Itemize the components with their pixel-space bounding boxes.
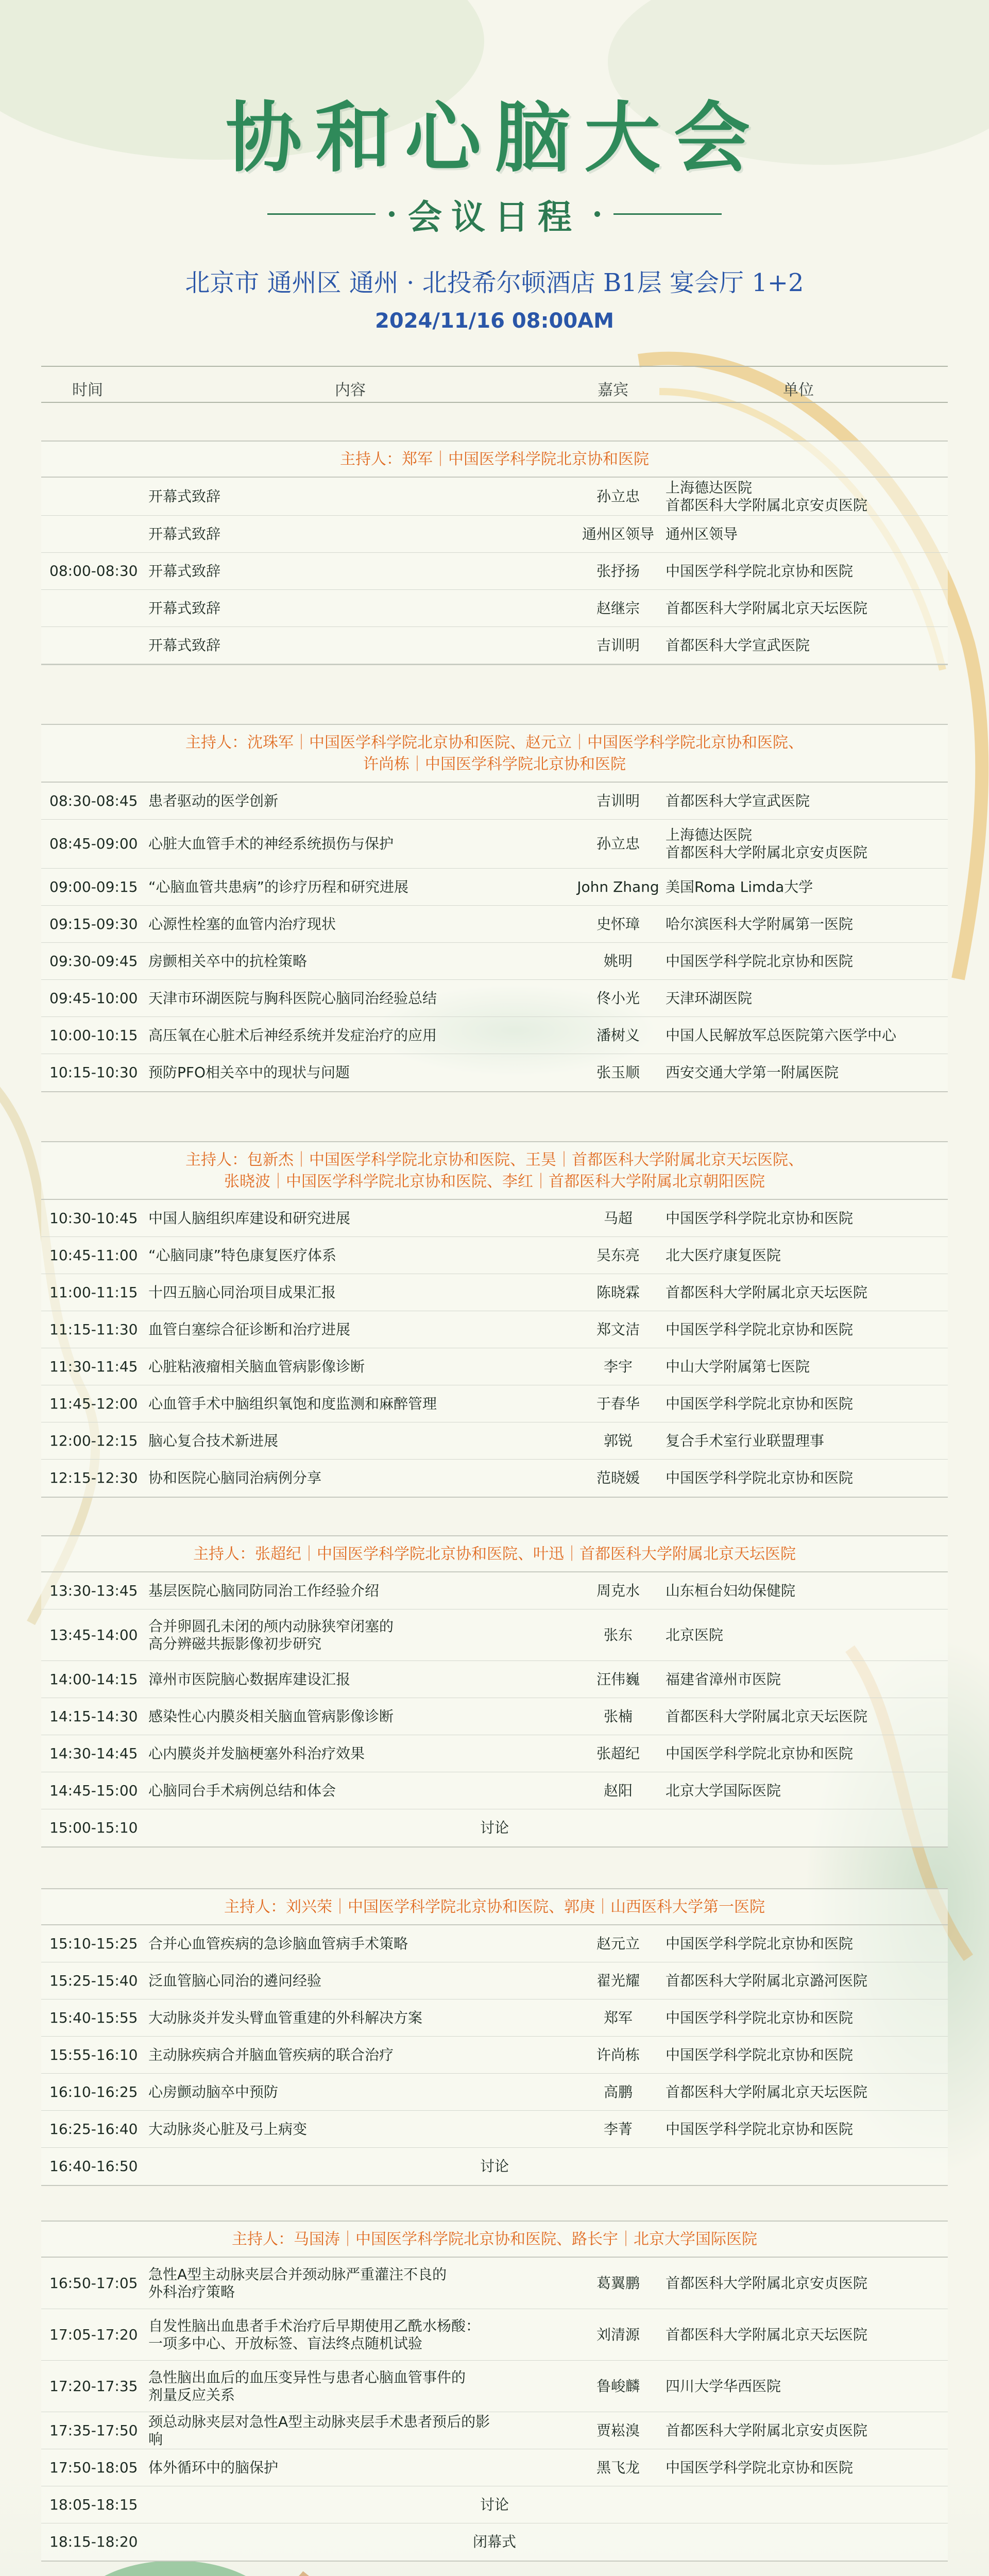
row-organization: 中国医学科学院北京协和医院 — [666, 2046, 854, 2063]
row-organization: 中国医学科学院北京协和医院 — [666, 1469, 854, 1486]
row-time: 15:00-15:10 — [49, 1819, 138, 1836]
discussion-row — [41, 2523, 948, 2561]
row-topic: 漳州市医院脑心数据库建设汇报 — [148, 1670, 351, 1688]
row-organization: 上海德达医院 首都医科大学附属北京安贞医院 — [666, 826, 868, 861]
row-discussion: 讨论 — [480, 2496, 509, 2513]
row-discussion: 闭幕式 — [472, 2533, 516, 2550]
row-organization: 中国医学科学院北京协和医院 — [666, 562, 854, 580]
divider-line — [613, 213, 722, 215]
row-time: 11:15-11:30 — [49, 1320, 138, 1338]
agenda-row — [41, 2449, 948, 2486]
agenda-row — [41, 2361, 948, 2412]
row-time: 14:15-14:30 — [49, 1707, 138, 1725]
row-topic: 泛血管脑心同治的遴问经验 — [148, 1972, 322, 1989]
row-speaker: 许尚栋 — [596, 2046, 640, 2063]
row-topic: 基层医院心脑同防同治工作经验介绍 — [148, 1582, 380, 1599]
row-time: 08:45-09:00 — [49, 835, 138, 852]
session-block — [41, 2221, 948, 2562]
row-organization: 中国医学科学院北京协和医院 — [666, 2459, 854, 2476]
row-organization: 中国医学科学院北京协和医院 — [666, 2120, 854, 2138]
agenda-row — [41, 516, 948, 553]
row-organization: 中国医学科学院北京协和医院 — [666, 1209, 854, 1227]
session-block — [41, 1141, 948, 1498]
row-time: 16:25-16:40 — [49, 2120, 138, 2138]
agenda-row — [41, 869, 948, 906]
agenda-row — [41, 906, 948, 943]
row-speaker: 吉训明 — [596, 636, 640, 654]
agenda-row — [41, 1698, 948, 1735]
agenda-row — [41, 1962, 948, 1999]
session-host: 主持人：郑军｜中国医学科学院北京协和医院 — [41, 442, 948, 478]
row-topic: 心脏粘液瘤相关脑血管病影像诊断 — [148, 1358, 365, 1375]
row-time: 15:10-15:25 — [49, 1935, 138, 1952]
session-rows — [41, 783, 948, 1091]
conference-title: 协和心脑大会 — [226, 93, 763, 182]
row-time: 11:45-12:00 — [49, 1395, 138, 1412]
agenda-row — [41, 1925, 948, 1962]
row-time: 11:30-11:45 — [49, 1358, 138, 1375]
row-speaker: 郭锐 — [603, 1432, 633, 1449]
row-speaker: 潘树义 — [596, 1026, 640, 1044]
session-host: 主持人：沈珠军｜中国医学科学院北京协和医院、赵元立｜中国医学科学院北京协和医院、 许尚栋｜中国医学科学院北京协和医院 — [41, 725, 948, 783]
row-time: 16:10-16:25 — [49, 2083, 138, 2100]
agenda-row — [41, 590, 948, 627]
row-time: 15:40-15:55 — [49, 2009, 138, 2026]
agenda-row — [41, 820, 948, 869]
agenda-row — [41, 943, 948, 980]
row-topic: 主动脉疾病合并脑血管疾病的联合治疗 — [148, 2046, 394, 2063]
row-time: 16:50-17:05 — [49, 2274, 138, 2292]
discussion-row — [41, 1809, 948, 1846]
session-rows — [41, 1572, 948, 1846]
agenda-row — [41, 1460, 948, 1497]
row-organization: 四川大学华西医院 — [666, 2377, 781, 2395]
venue: 北京市 通州区 通州 · 北投希尔顿酒店 B1层 宴会厅 1+2 — [185, 268, 804, 297]
row-time: 11:00-11:15 — [49, 1283, 138, 1301]
divider-dot — [594, 211, 600, 217]
row-organization: 上海德达医院 首都医科大学附属北京安贞医院 — [666, 479, 868, 514]
row-organization: 首都医科大学附属北京天坛医院 — [666, 1283, 868, 1301]
row-speaker: 葛翼鹏 — [596, 2274, 640, 2292]
row-speaker: 赵元立 — [596, 1935, 640, 1952]
row-time: 09:15-09:30 — [49, 915, 138, 933]
row-discussion: 讨论 — [480, 2158, 509, 2175]
row-organization: 山东桓台妇幼保健院 — [666, 1582, 796, 1599]
row-speaker: 郑军 — [603, 2009, 633, 2026]
row-topic: 房颤相关卒中的抗栓策略 — [148, 952, 308, 970]
row-speaker: 于春华 — [596, 1395, 640, 1412]
session-host: 主持人：张超纪｜中国医学科学院北京协和医院、叶迅｜首都医科大学附属北京天坛医院 — [41, 1536, 948, 1572]
row-time: 13:45-14:00 — [49, 1626, 138, 1643]
row-topic: 体外循环中的脑保护 — [148, 2459, 279, 2476]
agenda-row — [41, 1999, 948, 2037]
session-block — [41, 724, 948, 1092]
row-topic: 心血管手术中脑组织氧饱和度监测和麻醉管理 — [148, 1395, 437, 1412]
agenda-row — [41, 1572, 948, 1609]
row-topic: 中国人脑组织库建设和研究进展 — [148, 1209, 351, 1227]
divider-dot — [389, 211, 395, 217]
row-organization: 首都医科大学附属北京天坛医院 — [666, 2083, 868, 2100]
session-rows — [41, 1200, 948, 1497]
agenda-row — [41, 783, 948, 820]
slot-time: 08:00-08:30 — [49, 562, 138, 580]
col-speaker: 嘉宾 — [598, 381, 628, 399]
col-topic: 内容 — [335, 381, 366, 399]
row-speaker: 翟光耀 — [596, 1972, 640, 1989]
agenda-row — [41, 1735, 948, 1772]
row-organization: 中国医学科学院北京协和医院 — [666, 952, 854, 970]
row-topic: 脑心复合技术新进展 — [148, 1432, 279, 1449]
divider-line — [267, 213, 376, 215]
row-speaker: 马超 — [603, 1209, 633, 1227]
row-time: 10:45-11:00 — [49, 1246, 138, 1264]
discussion-row — [41, 2148, 948, 2185]
session-block — [41, 1888, 948, 2186]
row-speaker: 黑飞龙 — [596, 2459, 640, 2476]
row-topic: 心脏大血管手术的神经系统损伤与保护 — [148, 835, 394, 852]
row-time: 09:45-10:00 — [49, 989, 138, 1007]
row-topic: 患者驱动的医学创新 — [148, 792, 279, 809]
agenda-row — [41, 1385, 948, 1422]
row-time: 10:00-10:15 — [49, 1026, 138, 1044]
agenda-row — [41, 2309, 948, 2361]
row-organization: 中国医学科学院北京协和医院 — [666, 1395, 854, 1412]
agenda-row — [41, 2037, 948, 2074]
row-organization: 首都医科大学附属北京安贞医院 — [666, 2421, 868, 2439]
row-time: 09:00-09:15 — [49, 878, 138, 895]
row-speaker: 孙立忠 — [596, 835, 640, 852]
row-speaker: 佟小光 — [596, 989, 640, 1007]
row-topic: 合并心血管疾病的急诊脑血管病手术策略 — [148, 1935, 408, 1952]
row-speaker: 吉训明 — [596, 792, 640, 809]
row-speaker: 周克水 — [596, 1582, 640, 1599]
session-rows — [41, 2258, 948, 2561]
row-organization: 中国医学科学院北京协和医院 — [666, 1935, 854, 1952]
row-organization: 美国Roma Limda大学 — [666, 878, 813, 895]
agenda-row — [41, 2258, 948, 2309]
agenda-row — [41, 553, 948, 590]
row-speaker: 李菁 — [603, 2120, 633, 2138]
row-speaker: 高鹏 — [603, 2083, 633, 2100]
row-time: 17:05-17:20 — [49, 2326, 138, 2343]
row-time: 12:15-12:30 — [49, 1469, 138, 1486]
row-organization: 首都医科大学宣武医院 — [666, 636, 810, 654]
row-time: 13:30-13:45 — [49, 1582, 138, 1599]
row-topic: 大动脉炎并发头臂血管重建的外科解决方案 — [148, 2009, 423, 2026]
row-speaker: 史怀璋 — [596, 915, 640, 933]
row-organization: 天津环湖医院 — [666, 989, 753, 1007]
row-organization: 哈尔滨医科大学附属第一医院 — [666, 915, 854, 933]
agenda-row — [41, 1274, 948, 1311]
col-org: 单位 — [783, 381, 814, 399]
row-time: 10:15-10:30 — [49, 1064, 138, 1081]
row-time: 16:40-16:50 — [49, 2158, 138, 2175]
row-time: 10:30-10:45 — [49, 1209, 138, 1227]
agenda-row — [41, 1237, 948, 1274]
row-speaker: John Zhang — [577, 878, 659, 895]
row-speaker: 通州区领导 — [582, 525, 654, 543]
row-organization: 中国医学科学院北京协和医院 — [666, 2009, 854, 2026]
row-speaker: 姚明 — [603, 952, 633, 970]
row-topic: 心房颤动脑卒中预防 — [148, 2083, 279, 2100]
row-organization: 北京大学国际医院 — [666, 1782, 781, 1799]
session-host: 主持人：马国涛｜中国医学科学院北京协和医院、路长宇｜北京大学国际医院 — [41, 2222, 948, 2258]
row-speaker: 贾崧溴 — [596, 2421, 640, 2439]
row-organization: 北大医疗康复医院 — [666, 1246, 781, 1264]
agenda-row — [41, 1200, 948, 1237]
row-time: 12:00-12:15 — [49, 1432, 138, 1449]
row-topic: 心源性栓塞的血管内治疗现状 — [148, 915, 336, 933]
agenda-row — [41, 2074, 948, 2111]
col-time: 时间 — [72, 381, 103, 399]
row-time: 15:25-15:40 — [49, 1972, 138, 1989]
agenda-row — [41, 478, 948, 516]
session-rows — [41, 1925, 948, 2185]
row-time: 15:55-16:10 — [49, 2046, 138, 2063]
row-topic: 颈总动脉夹层对急性A型主动脉夹层手术患者预后的影 响 — [148, 2413, 490, 2448]
row-topic: 心脑同台手术病例总结和体会 — [148, 1782, 336, 1799]
row-speaker: 鲁峻麟 — [596, 2377, 640, 2395]
row-organization: 首都医科大学附属北京天坛医院 — [666, 599, 868, 617]
row-speaker: 张玉顺 — [596, 1064, 640, 1081]
row-topic: 预防PFO相关卒中的现状与问题 — [148, 1064, 350, 1081]
agenda-row — [41, 1609, 948, 1661]
session-host: 主持人：包新杰｜中国医学科学院北京协和医院、王昊｜首都医科大学附属北京天坛医院、 张晓波｜中国医学科学院北京协和医院、李红｜首都医科大学附属北京朝阳医院 — [41, 1142, 948, 1200]
row-organization: 首都医科大学附属北京天坛医院 — [666, 2326, 868, 2343]
row-topic: 开幕式致辞 — [148, 525, 221, 543]
row-speaker: 吴东亮 — [596, 1246, 640, 1264]
row-topic: 协和医院心脑同治病例分享 — [148, 1469, 322, 1486]
row-topic: 开幕式致辞 — [148, 599, 221, 617]
column-header — [41, 366, 948, 403]
agenda-row — [41, 1348, 948, 1385]
row-time: 08:30-08:45 — [49, 792, 138, 809]
row-topic: “心脑同康”特色康复医疗体系 — [148, 1246, 337, 1264]
row-organization: 中国医学科学院北京协和医院 — [666, 1744, 854, 1762]
row-speaker: 汪伟巍 — [596, 1670, 640, 1688]
row-organization: 首都医科大学附属北京潞河医院 — [666, 1972, 868, 1989]
row-time: 18:05-18:15 — [49, 2496, 138, 2513]
row-topic: 感染性心内膜炎相关脑血管病影像诊断 — [148, 1707, 394, 1725]
row-topic: 急性A型主动脉夹层合并颈动脉严重灌注不良的 外科治疗策略 — [148, 2265, 447, 2300]
row-topic: “心脑血管共患病”的诊疗历程和研究进展 — [148, 878, 409, 895]
agenda-row — [41, 2412, 948, 2449]
session-rows — [41, 478, 948, 664]
row-topic: 开幕式致辞 — [148, 636, 221, 654]
row-organization: 首都医科大学附属北京天坛医院 — [666, 1707, 868, 1725]
row-time: 09:30-09:45 — [49, 952, 138, 970]
subtitle-row — [0, 190, 989, 239]
agenda-row — [41, 1772, 948, 1809]
agenda-row — [41, 1054, 948, 1091]
row-topic: 自发性脑出血患者手术治疗后早期使用乙酰水杨酸： 一项多中心、开放标签、盲法终点随机试验 — [148, 2317, 481, 2352]
session-host: 主持人：刘兴荣｜中国医学科学院北京协和医院、郭庚｜山西医科大学第一医院 — [41, 1889, 948, 1925]
agenda-row — [41, 627, 948, 664]
row-topic: 心内膜炎并发脑梗塞外科治疗效果 — [148, 1744, 365, 1762]
row-topic: 合并卵圆孔未闭的颅内动脉狭窄闭塞的 高分辨磁共振影像初步研究 — [148, 1617, 394, 1652]
date-time: 2024/11/16 08:00AM — [375, 309, 614, 333]
agenda-row — [41, 1311, 948, 1348]
row-speaker: 张抒扬 — [596, 562, 640, 580]
row-topic: 开幕式致辞 — [148, 562, 221, 580]
row-speaker: 李宇 — [603, 1358, 633, 1375]
row-organization: 中山大学附属第七医院 — [666, 1358, 810, 1375]
row-speaker: 张超纪 — [596, 1744, 640, 1762]
row-speaker: 郑文洁 — [596, 1320, 640, 1338]
row-discussion: 讨论 — [480, 1819, 509, 1836]
row-topic: 开幕式致辞 — [148, 487, 221, 505]
row-organization: 中国医学科学院北京协和医院 — [666, 1320, 854, 1338]
row-organization: 福建省漳州市医院 — [666, 1670, 781, 1688]
agenda-row — [41, 1661, 948, 1698]
row-organization: 首都医科大学附属北京安贞医院 — [666, 2274, 868, 2292]
row-speaker: 范晓媛 — [596, 1469, 640, 1486]
row-organization: 通州区领导 — [666, 525, 738, 543]
row-organization: 中国人民解放军总医院第六医学中心 — [666, 1026, 897, 1044]
row-speaker: 张楠 — [603, 1707, 633, 1725]
row-time: 17:50-18:05 — [49, 2459, 138, 2476]
row-speaker: 张东 — [603, 1626, 633, 1643]
row-topic: 高压氧在心脏术后神经系统并发症治疗的应用 — [148, 1026, 437, 1044]
agenda-subtitle: 会议日程 — [408, 197, 581, 237]
row-time: 17:35-17:50 — [49, 2421, 138, 2439]
row-topic: 急性脑出血后的血压变异性与患者心脑血管事件的 剂量反应关系 — [148, 2368, 466, 2403]
row-topic: 十四五脑心同治项目成果汇报 — [148, 1283, 336, 1301]
row-speaker: 陈晓霖 — [596, 1283, 640, 1301]
agenda-row — [41, 1017, 948, 1054]
row-time: 17:20-17:35 — [49, 2377, 138, 2395]
row-organization: 北京医院 — [666, 1626, 724, 1643]
row-topic: 天津市环湖医院与胸科医院心脑同治经验总结 — [148, 989, 437, 1007]
row-time: 14:45-15:00 — [49, 1782, 138, 1799]
agenda-row — [41, 1422, 948, 1460]
session-block — [41, 440, 948, 665]
row-organization: 首都医科大学宣武医院 — [666, 792, 810, 809]
row-speaker: 赵继宗 — [596, 599, 640, 617]
row-speaker: 孙立忠 — [596, 487, 640, 505]
row-time: 18:15-18:20 — [49, 2533, 138, 2550]
session-block — [41, 1535, 948, 1848]
row-topic: 大动脉炎心脏及弓上病变 — [148, 2120, 308, 2138]
row-speaker: 刘清源 — [596, 2326, 640, 2343]
row-topic: 血管白塞综合征诊断和治疗进展 — [148, 1320, 351, 1338]
agenda-row — [41, 2111, 948, 2148]
row-organization: 复合手术室行业联盟理事 — [666, 1432, 825, 1449]
agenda-row — [41, 980, 948, 1017]
discussion-row — [41, 2486, 948, 2523]
row-speaker: 赵阳 — [603, 1782, 633, 1799]
row-organization: 西安交通大学第一附属医院 — [666, 1064, 839, 1081]
row-time: 14:30-14:45 — [49, 1744, 138, 1762]
row-time: 14:00-14:15 — [49, 1670, 138, 1688]
